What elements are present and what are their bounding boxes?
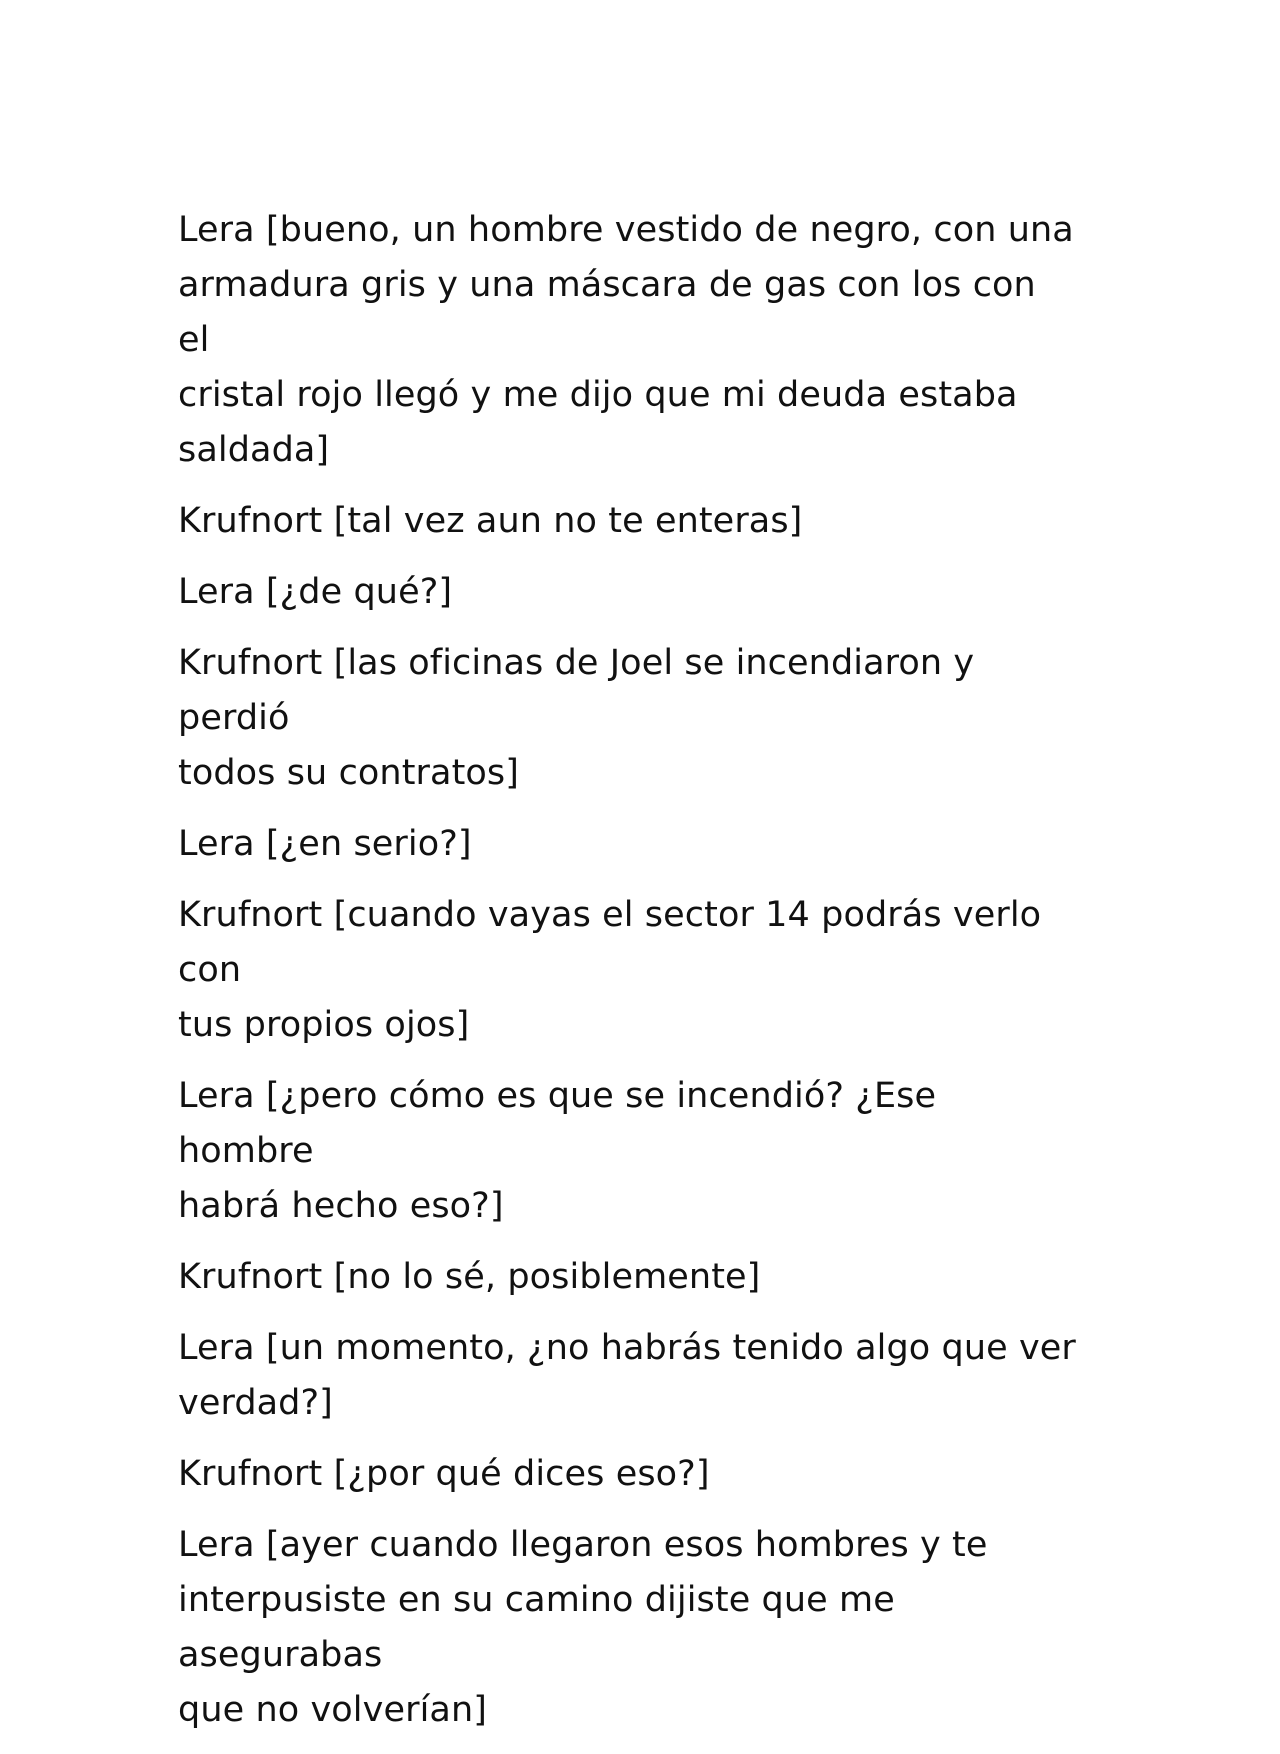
- paragraph-krufnort-4: [178, 1250, 1078, 1305]
- text-line: Krufnort [tal vez aun no te enteras]: [178, 501, 803, 541]
- paragraph-lera-6: [178, 1518, 1078, 1738]
- text-line: interpusiste en su camino dijiste que me asegurabas: [178, 1580, 895, 1675]
- paragraph-krufnort-2: [178, 636, 1078, 801]
- text-line: todos su contratos]: [178, 753, 519, 793]
- paragraph-krufnort-5: [178, 1447, 1078, 1502]
- text-line: tus propios ojos]: [178, 1005, 470, 1045]
- paragraph-krufnort-1: [178, 494, 1078, 549]
- text-line: Lera [bueno, un hombre vestido de negro, con una: [178, 210, 1074, 250]
- paragraph-lera-3: [178, 817, 1078, 872]
- text-line: verdad?]: [178, 1383, 333, 1423]
- paragraph-lera-2: [178, 565, 1078, 620]
- text-line: cristal rojo llegó y me dijo que mi deuda estaba: [178, 375, 1018, 415]
- paragraph-lera-5: [178, 1321, 1078, 1431]
- paragraph-lera-4: [178, 1069, 1078, 1234]
- text-line: Lera [¿de qué?]: [178, 572, 453, 612]
- text-line: armadura gris y una máscara de gas con los con el: [178, 265, 1036, 360]
- text-line: Lera [¿en serio?]: [178, 824, 472, 864]
- dialogue-body: [178, 203, 1078, 1754]
- text-line: Krufnort [¿por qué dices eso?]: [178, 1454, 710, 1494]
- text-line: Krufnort [cuando vayas el sector 14 podrás verlo con: [178, 895, 1042, 990]
- text-line: que no volverían]: [178, 1690, 487, 1730]
- text-line: Lera [¿pero cómo es que se incendió? ¿Ese hombre: [178, 1076, 937, 1171]
- text-line: Lera [ayer cuando llegaron esos hombres y te: [178, 1525, 988, 1565]
- text-line: Lera [un momento, ¿no habrás tenido algo que ver: [178, 1328, 1076, 1368]
- text-line: habrá hecho eso?]: [178, 1186, 504, 1226]
- text-line: Krufnort [no lo sé, posiblemente]: [178, 1257, 761, 1297]
- text-line: Krufnort [las oficinas de Joel se incendiaron y perdió: [178, 643, 975, 738]
- text-line: saldada]: [178, 430, 330, 470]
- paragraph-lera-1: [178, 203, 1078, 478]
- paragraph-krufnort-3: [178, 888, 1078, 1053]
